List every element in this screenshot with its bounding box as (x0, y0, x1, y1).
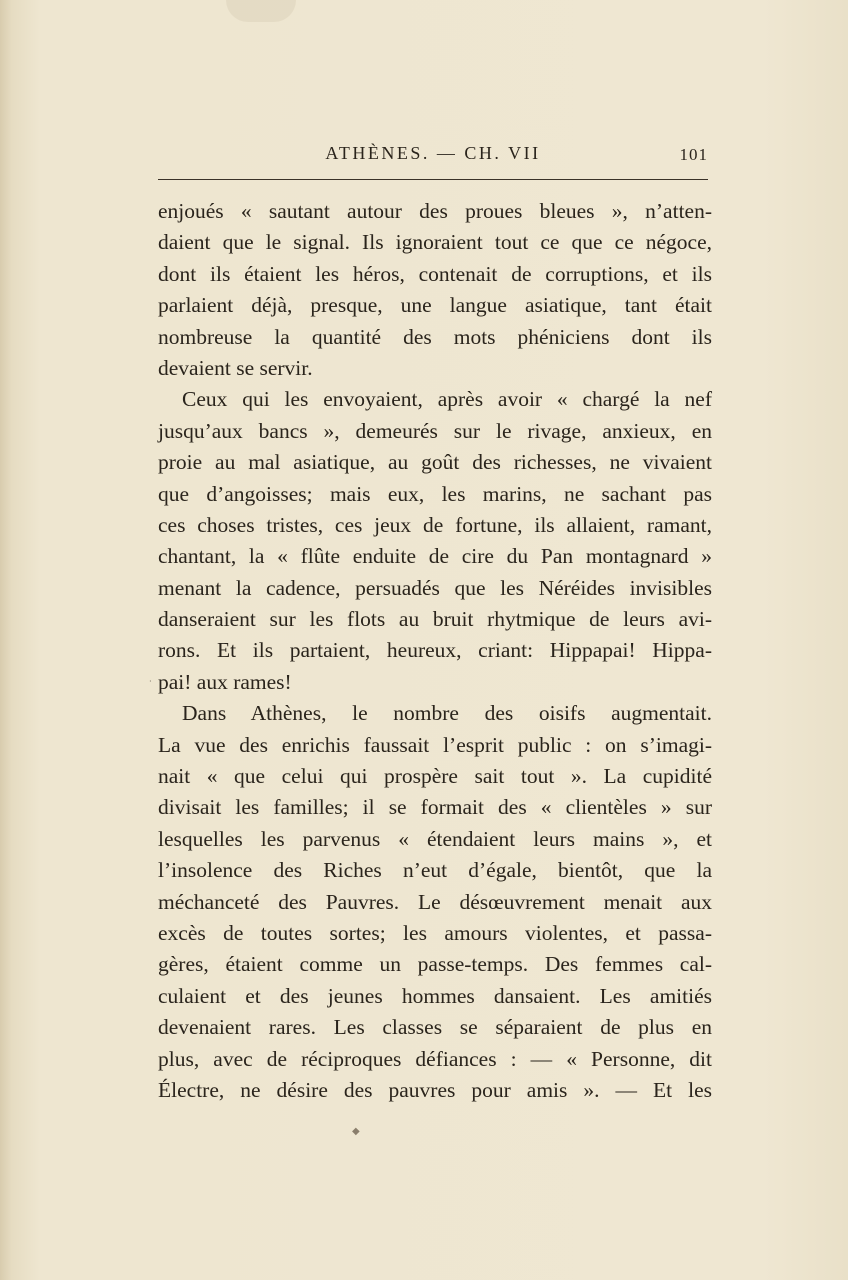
text-line: La vue des enrichis faussait l’esprit public : on s’imagi- (158, 732, 712, 757)
text-line: que d’angoisses; mais eux, les marins, ne sachant pas (158, 481, 712, 506)
text-line: dont ils étaient les héros, contenait de corruptions, et ils (158, 261, 712, 286)
text-line: Ceux qui les envoyaient, après avoir « chargé la nef (182, 387, 712, 412)
paragraph-3 (158, 698, 712, 1106)
text-line: parlaient déjà, presque, une langue asiatique, tant était (158, 293, 712, 318)
text-line: ces choses tristes, ces jeux de fortune, ils allaient, ramant, (158, 512, 712, 537)
margin-mark: · (149, 677, 152, 686)
text-line: nait « que celui qui prospère sait tout ». La cupidité (158, 764, 712, 789)
running-title: ATHÈNES. — CH. VII (325, 143, 541, 163)
text-line: l’insolence des Riches n’eut d’égale, bientôt, que la (158, 858, 712, 883)
text-line: proie au mal asiatique, au goût des richesses, ne vivaient (158, 450, 712, 475)
paragraph-1 (158, 196, 712, 384)
text-line: pai! aux rames! (158, 669, 292, 694)
page-number: 101 (679, 145, 708, 164)
text-line: devenaient rares. Les classes se séparaient de plus en (158, 1015, 712, 1040)
ink-speck: ◆ (352, 1126, 360, 1137)
text-line: daient que le signal. Ils ignoraient tout ce que ce négoce, (158, 230, 712, 255)
text-line: menant la cadence, persuadés que les Néréides invisibles (158, 575, 712, 600)
text-line: culaient et des jeunes hommes dansaient. Les amitiés (158, 983, 712, 1008)
text-line: méchanceté des Pauvres. Le désœuvrement menait aux (158, 889, 712, 914)
paper-stain (226, 0, 296, 22)
text-line: plus, avec de réciproques défiances : — « Personne, dit (158, 1046, 712, 1071)
text-line: Électre, ne désire des pauvres pour amis ». — Et les (158, 1077, 712, 1102)
body-text (158, 196, 712, 1106)
text-line: rons. Et ils partaient, heureux, criant: Hippapai! Hippa- (158, 638, 712, 663)
text-line: chantant, la « flûte enduite de cire du Pan montagnard » (158, 544, 712, 569)
text-line: gères, étaient comme un passe-temps. Des femmes cal- (158, 952, 712, 977)
text-line: devaient se servir. (158, 355, 313, 380)
text-line: nombreuse la quantité des mots phéniciens dont ils (158, 324, 712, 349)
text-line: divisait les familles; il se formait des « clientèles » sur (158, 795, 712, 820)
running-head (158, 141, 708, 171)
paragraph-2 (158, 384, 712, 698)
text-line: danseraient sur les flots au bruit rhytmique de leurs avi- (158, 607, 712, 632)
text-line: lesquelles les parvenus « étendaient leurs mains », et (158, 826, 712, 851)
text-line: excès de toutes sortes; les amours violentes, et passa- (158, 920, 712, 945)
header-rule (158, 179, 708, 180)
text-line: enjoués « sautant autour des proues bleues », n’atten- (158, 199, 712, 223)
text-line: jusqu’aux bancs », demeurés sur le rivage, anxieux, en (158, 418, 712, 443)
text-line: Dans Athènes, le nombre des oisifs augmentait. (182, 701, 712, 726)
